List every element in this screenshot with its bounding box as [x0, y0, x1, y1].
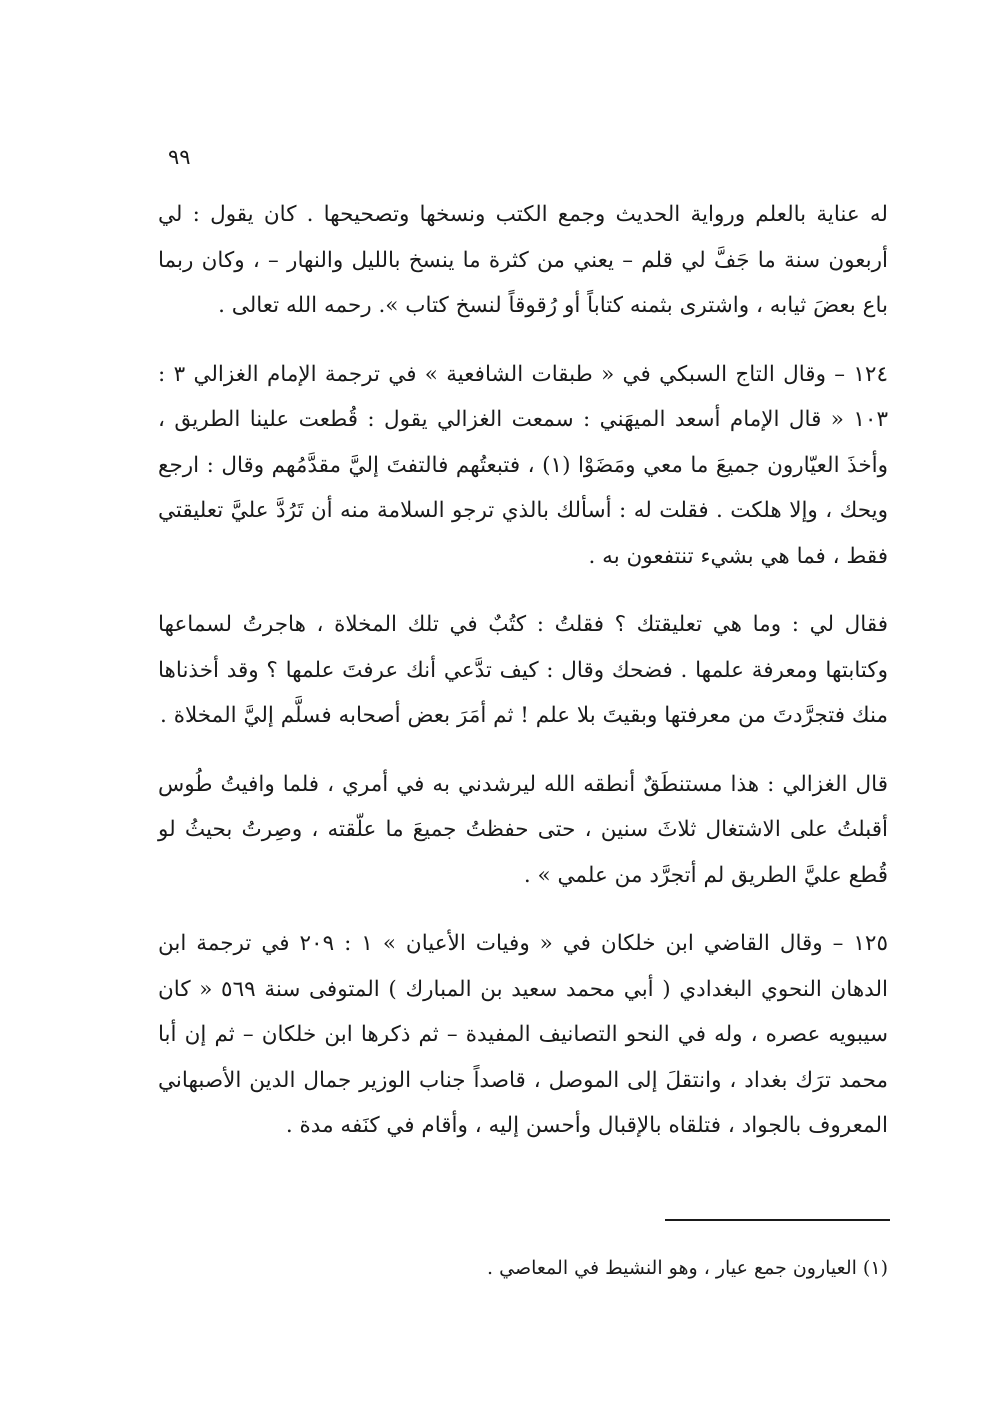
paragraph-2: ١٢٤ – وقال التاج السبكي في « طبقات الشافعية » في ترجمة الإمام الغزالي ٣ : ١٠٣ « قال الإمام أسعد الميهَني : سمعت الغزالي يقول : قُطعت علينا الطريق ، وأخذَ العيّارون جميعَ ما معي ومَضَوْا (١) ، فتبعتُهم فالتفتَ إليَّ مقدَّمُهم وقال : ارجع ويحك ، وإلا هلكت . فقلت له : أسألك بالذي ترجو السلامة منه أن تَرُدَّ عليَّ تعليقتي فقط ، فما هي بشيء تنتفعون به .: [158, 361, 888, 569]
paragraph-5: ١٢٥ – وقال القاضي ابن خلكان في « وفيات الأعيان » ١ : ٢٠٩ في ترجمة ابن الدهان النحوي البغدادي ( أبي محمد سعيد بن المبارك ) المتوفى سنة ٥٦٩ « كان سيبويه عصره ، وله في النحو التصانيف المفيدة – ثم ذكرها ابن خلكان – ثم إن أبا محمد ترَك بغداد ، وانتقلَ إلى الموصل ، قاصداً جناب الوزير جمال الدين الأصبهاني المعروف بالجواد ، فتلقاه بالإقبال وأحسن إليه ، وأقام في كنَفه مدة .: [158, 931, 888, 1138]
main-text: [158, 192, 888, 1149]
paragraph-1: له عناية بالعلم ورواية الحديث وجمع الكتب ونسخها وتصحيحها . كان يقول : لي أربعون سنة ما جَفَّ لي قلم – يعني من كثرة ما ينسخ بالليل والنهار – ، وكان ربما باع بعضَ ثيابه ، واشترى بثمنه كتاباً أو رُقوقاً لنسخ كتاب ». رحمه الله تعالى .: [158, 202, 888, 318]
footnote: (١) العيارون جمع عيار ، وهو النشيط في المعاصي .: [487, 1257, 888, 1279]
footnote-divider: [665, 1219, 890, 1221]
page-number: ٩٩: [168, 145, 191, 169]
paragraph-4: قال الغزالي : هذا مستنطَقٌ أنطقه الله ليرشدني به في أمري ، فلما وافيتُ طُوس أقبلتُ على الاشتغال ثلاثَ سنين ، حتى حفظتُ جميعَ ما علّقته ، وصِرتُ بحيثُ لو قُطع عليَّ الطريق لم أتجرَّد من علمي » .: [158, 771, 888, 888]
paragraph-3: فقال لي : وما هي تعليقتك ؟ فقلتُ : كتُبٌ في تلك المخلاة ، هاجرتُ لسماعها وكتابتها ومعرفة علمها . فضحك وقال : كيف تدَّعي أنك عرفتَ علمها ؟ وقد أخذناها منك فتجرَّدتَ من معرفتها وبقيتَ بلا علم ! ثم أمَرَ بعض أصحابه فسلَّم إليَّ المخلاة .: [158, 612, 888, 728]
